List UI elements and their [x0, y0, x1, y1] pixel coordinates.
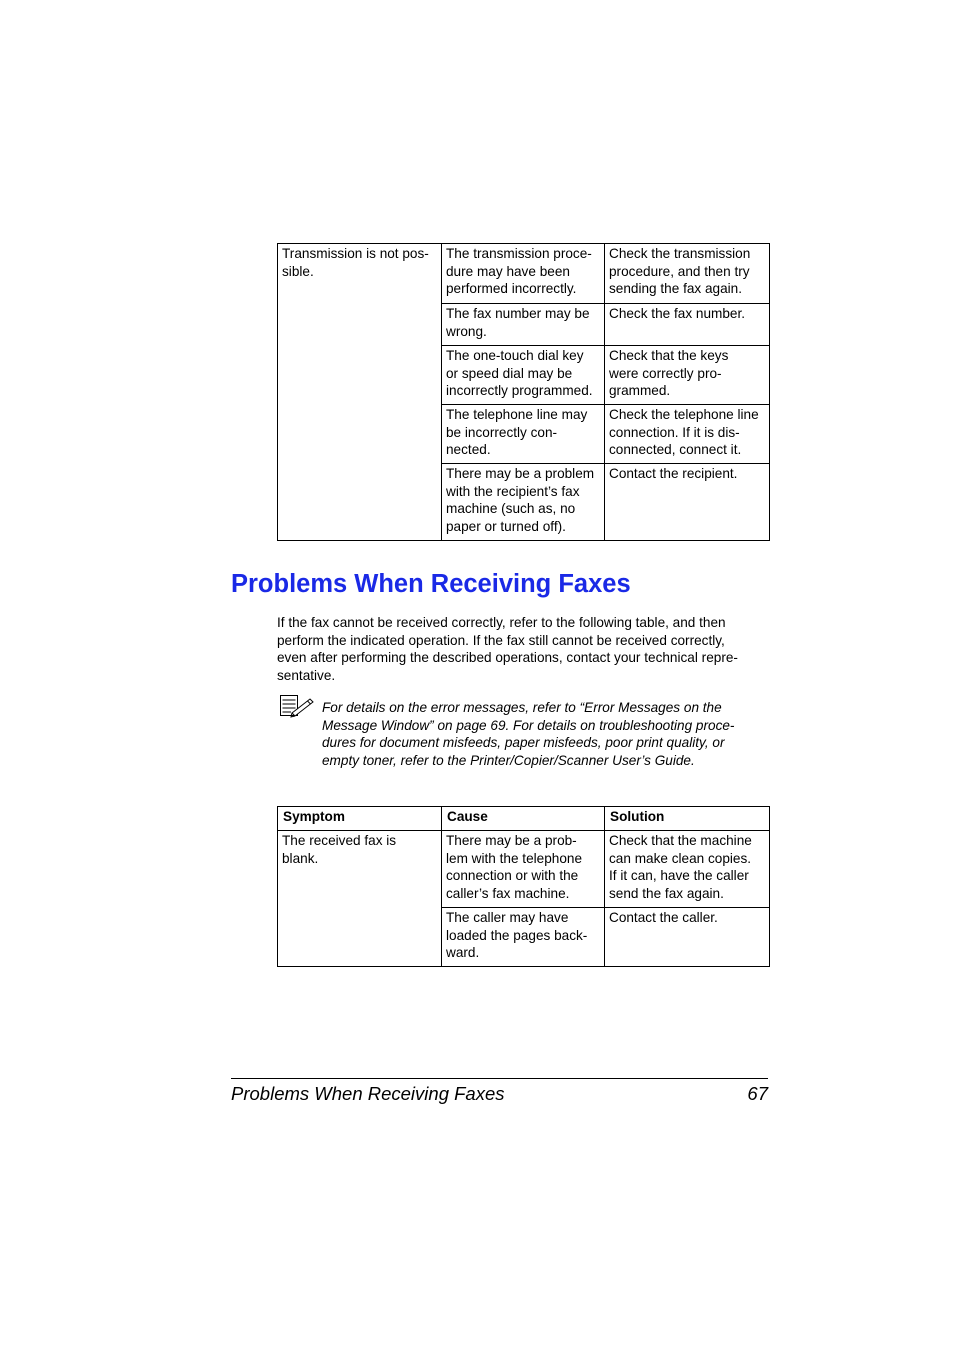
solution-cell: Check the transmission procedure, and then try sending the fax again.	[605, 244, 770, 304]
cause-cell: The caller may have loaded the pages back- ward.	[442, 908, 605, 967]
cause-cell: The telephone line may be incorrectly con- nected.	[442, 405, 605, 464]
solution-cell: Check the telephone line connection. If it is dis- connected, connect it.	[605, 405, 770, 464]
table-row	[278, 244, 770, 304]
cause-cell: There may be a problem with the recipient’s fax machine (such as, no paper or turned off).	[442, 464, 605, 541]
footer-divider	[231, 1078, 768, 1079]
troubleshooting-table-transmission	[277, 243, 770, 541]
header-symptom: Symptom	[278, 807, 442, 831]
section-title: Problems When Receiving Faxes	[231, 570, 631, 598]
note-pencil-icon	[279, 694, 315, 718]
solution-cell: Check the fax number.	[605, 304, 770, 346]
page-number: 67	[747, 1083, 768, 1104]
troubleshooting-table-receiving	[277, 806, 770, 967]
symptom-cell: The received fax is blank.	[278, 831, 442, 967]
solution-cell: Contact the recipient.	[605, 464, 770, 541]
table-row	[278, 831, 770, 908]
solution-cell: Check that the keys were correctly pro- grammed.	[605, 346, 770, 405]
intro-paragraph: If the fax cannot be received correctly, refer to the following table, and then perform the indicated operation. If the fax still cannot be received correctly, even after performing the described operations, contact your technical repre- sentative.	[277, 615, 738, 683]
footer-title: Problems When Receiving Faxes	[231, 1083, 505, 1104]
cause-cell: The one-touch dial key or speed dial may be incorrectly programmed.	[442, 346, 605, 405]
cause-cell: There may be a prob- lem with the telephone connection or with the caller’s fax machine.	[442, 831, 605, 908]
header-cause: Cause	[442, 807, 605, 831]
table-header-row	[278, 807, 770, 831]
symptom-cell: Transmission is not pos- sible.	[278, 244, 442, 541]
header-solution: Solution	[605, 807, 770, 831]
cause-cell: The transmission proce- dure may have been performed incorrectly.	[442, 244, 605, 304]
cause-cell: The fax number may be wrong.	[442, 304, 605, 346]
solution-cell: Contact the caller.	[605, 908, 770, 967]
solution-cell: Check that the machine can make clean copies. If it can, have the caller send the fax again.	[605, 831, 770, 908]
note-text: For details on the error messages, refer to “Error Messages on the Message Window” on page 69. For details on troubleshooting proce- dures for document misfeeds, paper misfeeds, poor print quality, or empty toner, refer to the Printer/Copier/Scanner User’s Guide.	[322, 700, 735, 768]
